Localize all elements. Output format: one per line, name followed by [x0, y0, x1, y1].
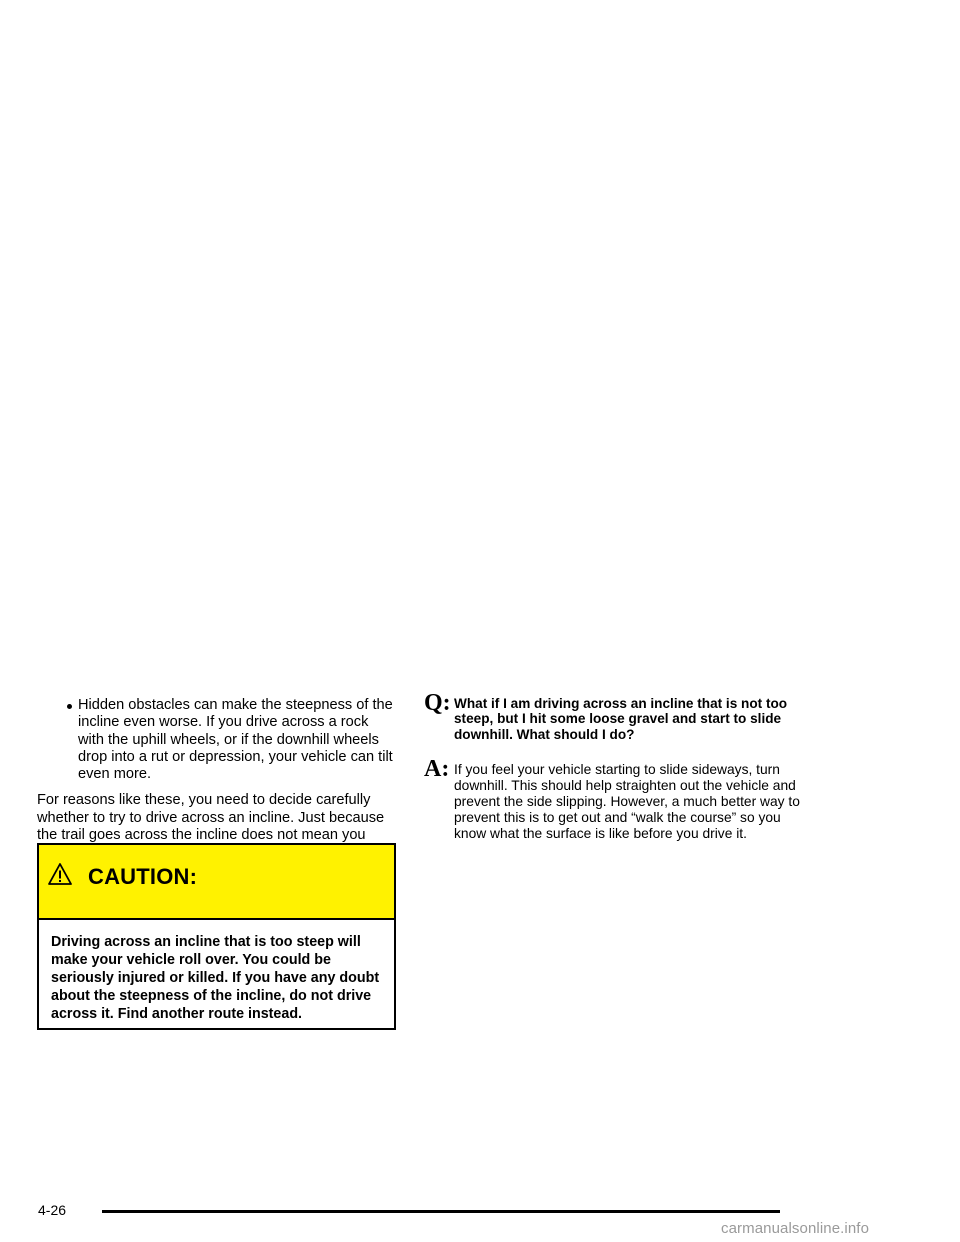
answer-block — [424, 755, 804, 842]
watermark-link[interactable]: carmanualsonline.info — [721, 1220, 870, 1237]
caution-box — [37, 843, 396, 1030]
question-letter: Q: — [424, 690, 451, 716]
list-item — [37, 697, 395, 783]
caution-title: CAUTION: — [88, 864, 198, 889]
right-column — [424, 690, 804, 842]
caution-header — [39, 845, 394, 920]
bullet-text: Hidden obstacles can make the steepness of the incline even worse. If you drive across a rock with the uphill wheels, or if the downhill wheels drop into a rut or depression, your vehicle can tilt even more. — [78, 697, 393, 783]
answer-text: If you feel your vehicle starting to slide sideways, turn downhill. This should help straighten out the vehicle and prevent the side slipping. However, a much better way to prevent this is to get out and “walk the course” so you know what the surface is like before you drive it. — [454, 761, 800, 841]
question-block — [424, 690, 804, 742]
footer-divider — [102, 1210, 780, 1213]
bullet-icon — [67, 704, 72, 709]
body-paragraph: For reasons like these, you need to decide carefully whether to try to drive across an incline. Just because the trail goes across the incline does not mean you — [37, 792, 385, 844]
caution-text: Driving across an incline that is too steep will make your vehicle roll over. You could be seriously injured or killed. If you have any doubt about the steepness of the incline, do not drive across it. Find another route instead. — [51, 934, 380, 1022]
page-number: 4-26 — [38, 1202, 67, 1218]
answer-letter: A: — [424, 755, 450, 782]
warning-triangle-icon — [48, 862, 72, 886]
question-text: What if I am driving across an incline that is not too steep, but I hit some loose gravel and start to slide downhill. What should I do? — [454, 696, 788, 742]
